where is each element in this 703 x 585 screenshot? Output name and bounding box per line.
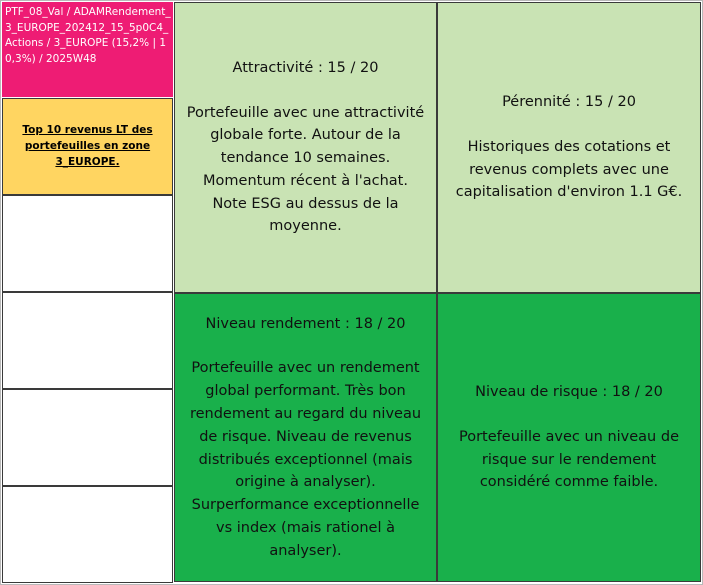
rendement-line: Surperformance exceptionnelle: [191, 497, 420, 514]
rendement-line: distribués exceptionnel (mais: [198, 451, 413, 468]
attractivite-line: Portefeuille avec une attractivité: [186, 104, 425, 121]
risque-title: Niveau de risque : 18 / 20: [475, 383, 663, 400]
portfolio-title: PTF_08_Val / ADAMRendement_3_EUROPE_202412_15_5p0C4_Actions / 3_EUROPE (15,2% | 10,3%) / 2025W48: [1, 1, 174, 98]
risque-line: considéré comme faible.: [479, 474, 659, 491]
rendement-line: analyser).: [269, 542, 342, 559]
attractivite-line: Note ESG au dessus de la: [212, 195, 399, 212]
attractivite-line: tendance 10 semaines.: [220, 150, 391, 167]
perennite-line: capitalisation d'environ 1.1 G€.: [455, 184, 683, 201]
perennite-quadrant: [437, 2, 701, 293]
perennite-title: Pérennité : 15 / 20: [502, 93, 636, 110]
left-empty-cell-1: [2, 195, 173, 292]
left-empty-cell-2: [2, 292, 173, 389]
rendement-line: rendement au regard du niveau: [189, 405, 422, 422]
rendement-line: vs index (mais rationel à: [216, 519, 395, 536]
rendement-title: Niveau rendement : 18 / 20: [205, 315, 406, 332]
rendement-line: global performant. Très bon: [205, 383, 406, 400]
attractivite-line: moyenne.: [269, 218, 342, 235]
risque-quadrant: [437, 293, 701, 582]
rendement-line: de risque. Niveau de revenus: [199, 428, 412, 445]
rendement-line: Portefeuille avec un rendement: [191, 360, 420, 377]
attractivite-line: Momentum récent à l'achat.: [203, 172, 408, 189]
left-empty-cell-3: [2, 389, 173, 486]
attractivite-title: Attractivité : 15 / 20: [232, 59, 379, 76]
risque-line: Portefeuille avec un niveau de: [459, 428, 679, 445]
rendement-quadrant: [174, 293, 437, 582]
left-empty-cell-4: [2, 486, 173, 583]
perennite-line: revenus complets avec une: [469, 161, 669, 178]
top10-revenue-label: Top 10 revenus LT des portefeuilles en zone 3_EUROPE.: [2, 98, 173, 195]
attractivite-line: globale forte. Autour de la: [210, 127, 401, 144]
rendement-line: origine à analyser).: [235, 474, 376, 491]
perennite-line: Historiques des cotations et: [467, 138, 671, 155]
risque-line: risque sur le rendement: [481, 451, 657, 468]
attractivite-quadrant: [174, 2, 437, 293]
